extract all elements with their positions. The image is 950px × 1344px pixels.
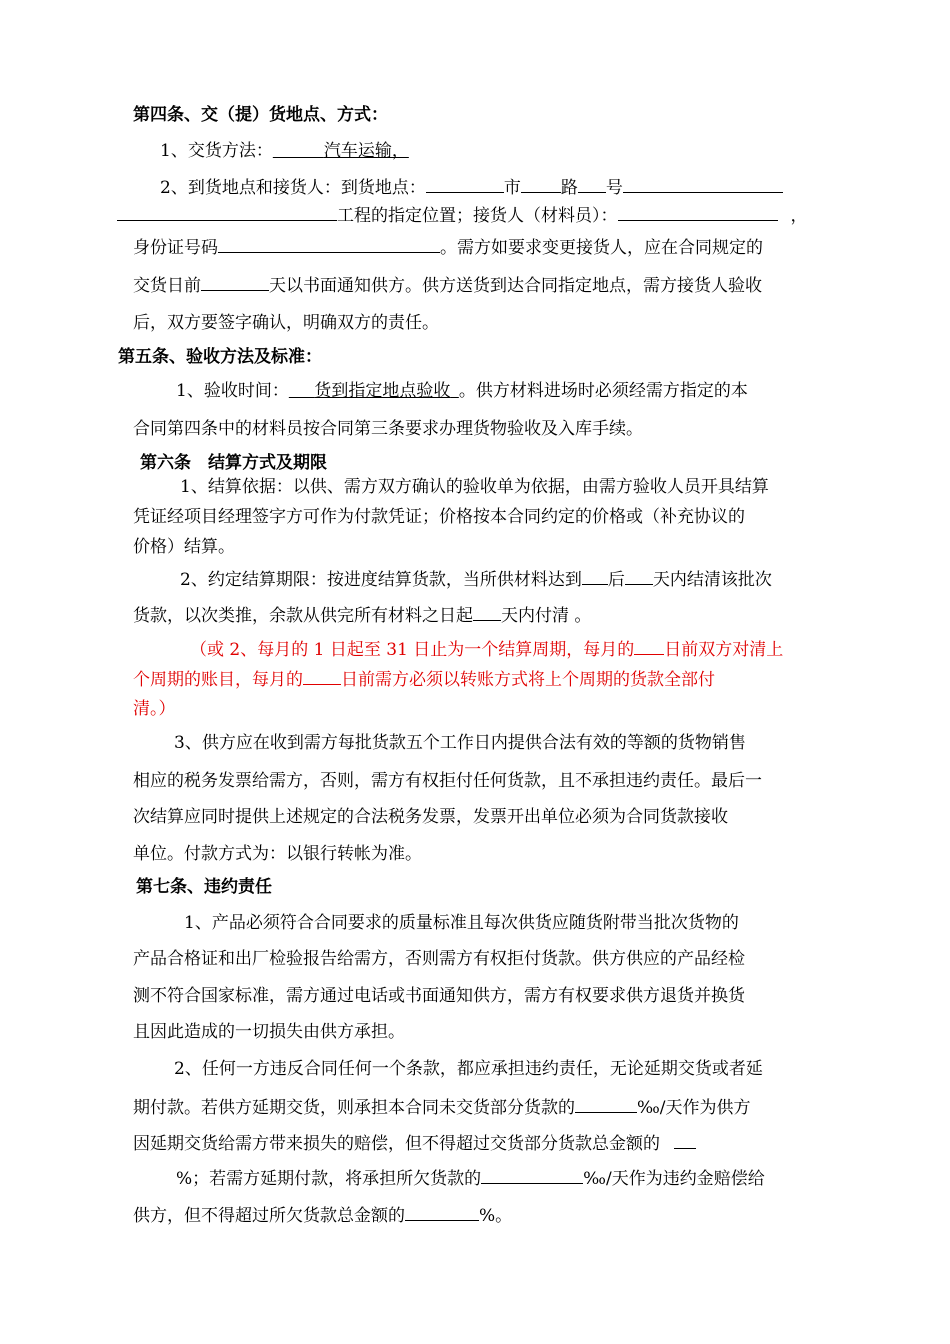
art5-line1: [176, 380, 748, 402]
art7-p1-line3: 测不符合国家标准，需方通过电话或书面通知供方，需方有权要求供方退货并换货: [133, 986, 745, 1006]
art4-item2-line3: [133, 236, 763, 259]
p2-l3-text: 因延期交货给需方带来损失的赔偿，但不得超过交货部分货款总金额的: [133, 1134, 660, 1154]
site-text: 工程的指定位置；接货人（材料员）：: [337, 206, 618, 226]
art4-item2-label: 2、到货地点和接货人：到货地点：: [160, 178, 426, 198]
art7-p1-line1: 1、产品必须符合合同要求的质量标准且每次供货应随货附带当批次货物的: [184, 913, 739, 933]
blank-city: [521, 176, 561, 193]
article-6-title: 第六条 结算方式及期限: [140, 453, 327, 473]
art7-p2-line5: [133, 1204, 512, 1227]
art7-p2-line2: [133, 1096, 751, 1119]
art4-item2-line5: 后，双方要签字确认，明确双方的责任。: [133, 313, 439, 333]
acceptance-time-text: 货到指定地点验收: [314, 381, 451, 401]
blank-progress: [582, 568, 608, 585]
p2-l2-a: 货款，以次类推，余款从供完所有材料之日起: [133, 606, 473, 626]
art6-p3-line3: 次结算应同时提供上述规定的合法税务发票，发票开出单位必须为合同货款接收: [133, 807, 728, 827]
line4-a: 交货日前: [133, 276, 201, 296]
art7-p1-line4: 且因此造成的一切损失由供方承担。: [133, 1022, 405, 1042]
art7-p1-line2: 产品合格证和出厂检验报告给需方，否则需方有权拒付货款。供方供应的产品经检: [133, 949, 745, 969]
blank-days-settle: [625, 568, 653, 585]
art6-p3-line4: 单位。付款方式为：以银行转帐为准。: [133, 844, 422, 864]
id-tail: 。需方如要求变更接货人，应在合同规定的: [440, 238, 763, 258]
blank-days-final: [473, 604, 501, 621]
blank-number: [623, 176, 783, 193]
red-l1-a: （或 2、每月的 1 日起至 31 日止为一个结算周期，每月的: [190, 640, 635, 660]
blank-supplier-rate: [575, 1096, 637, 1113]
p2-l2-a-text: 期付款。若供方延期交货，则承担本合同未交货部分货款的: [133, 1098, 575, 1118]
p2-l5-b-text: %。: [479, 1206, 513, 1226]
p2-l4-a-text: %；若需方延期付款，将承担所欠货款的: [176, 1169, 482, 1189]
art6-p3-line1: 3、供方应在收到需方每批货款五个工作日内提供合法有效的等额的货物销售: [174, 733, 746, 753]
acceptance-time-value: [289, 381, 459, 401]
p2-l2-b-text: ‰/天作为供方: [637, 1098, 751, 1118]
red-alt-line1: [190, 638, 783, 661]
blank-location: [426, 176, 504, 193]
art7-p2-line3: [133, 1132, 696, 1155]
delivery-method-value: 汽车运输，: [323, 141, 409, 161]
art6-p1-line3: 价格）结算。: [133, 537, 235, 557]
art6-p1-line1: 1、结算依据：以供、需方双方确认的验收单为依据，由需方验收人员开具结算: [180, 477, 769, 497]
art4-item1-value: [273, 140, 621, 162]
blank-road: [578, 176, 606, 193]
blank-days-notice: [201, 274, 269, 291]
comma: ，: [790, 206, 808, 226]
blank-red-day2: [303, 668, 341, 685]
p2-l1-c: 天内结清该批次: [652, 570, 772, 590]
art6-p2-line2: [133, 604, 591, 627]
number-label: 号: [605, 178, 623, 198]
art4-item2-line4: [133, 274, 762, 297]
acceptance-time-label: 1、验收时间：: [176, 381, 289, 401]
article-4-title: 第四条、交（提）货地点、方式：: [133, 105, 388, 125]
red-l2-a: 个周期的账目，每月的: [133, 670, 303, 690]
art5-line1-tail: 。供方材料进场时必须经需方指定的本: [458, 381, 748, 401]
p2-l5-a-text: 供方，但不得超过所欠货款总金额的: [133, 1206, 405, 1226]
blank-project: [117, 204, 337, 221]
blank-supplier-cap: [674, 1132, 696, 1149]
red-l2-b: 日前需方必须以转账方式将上个周期的货款全部付: [341, 670, 715, 690]
art4-item2-line1: [160, 176, 783, 199]
art7-p2-line4: [176, 1167, 765, 1190]
art7-p2-line1: 2、任何一方违反合同任何一个条款，都应承担违约责任，无论延期交货或者延: [174, 1059, 763, 1079]
city-label: 市: [503, 178, 521, 198]
article-5-title: 第五条、验收方法及标准：: [118, 347, 322, 367]
p2-l1-b: 后: [607, 570, 625, 590]
art4-item1: [160, 140, 621, 162]
red-alt-line3: 清。）: [133, 699, 176, 719]
art6-p1-line2: 凭证经项目经理签字方可作为付款凭证；价格按本合同约定的价格或（补充协议的: [133, 507, 745, 527]
art6-p2-line1: [180, 568, 772, 591]
blank-red-day1: [634, 638, 664, 655]
road-label: 路: [560, 178, 578, 198]
blank-buyer-cap: [405, 1204, 479, 1221]
p2-l4-b-text: ‰/天作为违约金赔偿给: [583, 1169, 765, 1189]
line4-b: 天以书面通知供方。供方送货到达合同指定地点，需方接货人验收: [269, 276, 762, 296]
p2-l2-b: 天内付清 。: [501, 606, 592, 626]
blank-buyer-rate: [481, 1167, 583, 1184]
p2-l1-a: 2、约定结算期限：按进度结算货款，当所供材料达到: [180, 570, 582, 590]
art4-item2-line2: [117, 204, 808, 227]
blank-id-number: [218, 236, 440, 253]
blank-receiver: [618, 204, 778, 221]
red-l1-b: 日前双方对清上: [664, 640, 784, 660]
red-alt-line2: [133, 668, 715, 691]
art5-line2: 合同第四条中的材料员按合同第三条要求办理货物验收及入库手续。: [133, 419, 643, 439]
article-7-title: 第七条、违约责任: [136, 877, 272, 897]
art6-p3-line2: 相应的税务发票给需方，否则，需方有权拒付任何货款，且不承担违约责任。最后一: [133, 771, 762, 791]
art4-item1-label: 1、交货方法：: [160, 141, 273, 161]
id-label: 身份证号码: [133, 238, 218, 258]
